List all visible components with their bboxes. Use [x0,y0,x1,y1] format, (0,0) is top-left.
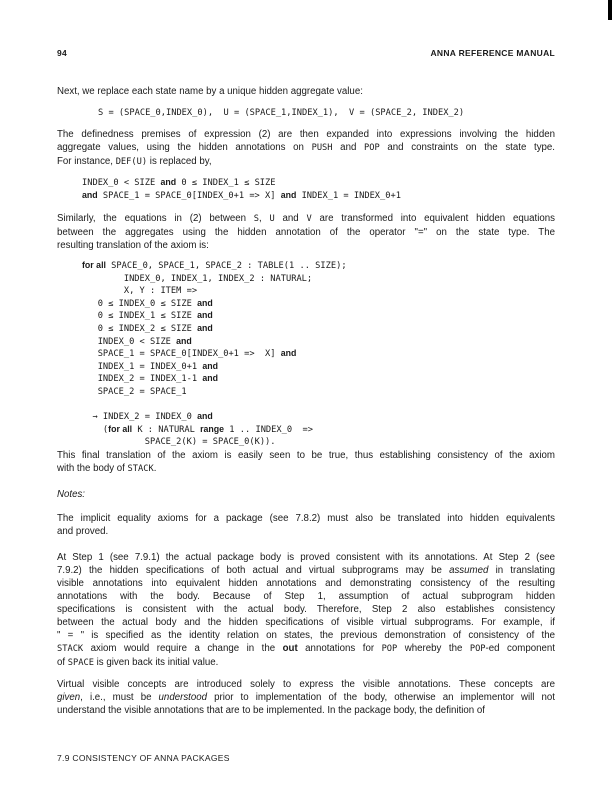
text-line [57,128,555,141]
text-run: DEF(U) [115,157,148,167]
text-run: ( [82,424,109,435]
text-run: and [202,373,218,384]
text-run: POP [364,143,380,153]
running-title: ANNA REFERENCE MANUAL [430,48,555,58]
text-run: INDEX_0, INDEX_1, INDEX_2 : NATURAL; [82,273,313,284]
text-run: and [280,348,297,359]
text-line [82,298,347,311]
text-run: are transformed into equivalent hidden equations [311,213,555,224]
text-line [57,85,555,98]
text-line [57,564,555,577]
text-line [82,260,347,273]
text-run: SPACE_0, SPACE_1, SPACE_2 : TABLE(1 .. SIZE); [105,261,347,271]
text-line [57,525,555,538]
text-line [57,629,555,642]
text-run: whereby the [397,643,470,654]
text-run: Virtual visible concepts are introduced solely to express the visible annotations. These concepts are [57,679,555,690]
text-run: and [197,322,213,333]
paragraph-similarly [57,212,555,252]
text-line [57,512,555,525]
text-run: POP [381,644,398,654]
text-line [57,449,555,462]
text-run: visible annotations into equivalent hidden annotations and demonstrating consistency of the resulting [57,578,555,589]
text-run: aggregate values, using the hidden annotations on [57,142,312,153]
text-run: SPACE_1 = SPACE_0[INDEX_0+1 => X] [82,349,281,360]
text-run: 0 ≤ INDEX_0 ≤ SIZE [82,298,198,309]
text-run: Next, we replace each state name by a unique hidden aggregate value: [57,86,363,97]
text-run: SPACE_2 = SPACE_1 [82,386,187,397]
text-run: and [274,213,307,224]
text-run: " = " is specified as the identity relation on states, the previous demonstration of consistency of the [57,630,555,641]
text-run [82,400,87,410]
text-line [57,603,555,616]
text-run: INDEX_0 < SIZE [82,178,161,188]
text-run: 0 ≤ INDEX_2 ≤ SIZE [82,323,198,334]
text-line [57,656,555,670]
text-run: and [280,189,297,200]
text-line [57,691,555,704]
text-line [82,310,347,323]
text-run: range [200,423,225,434]
text-run: understood [158,692,208,703]
text-run: 7.9.2) the hidden specifications of both actual and virtual subprograms may be [57,565,450,576]
text-run: and [202,360,218,371]
text-line [57,212,555,226]
text-run: and [197,411,213,422]
text-run: resulting translation of the axiom is: [57,240,209,251]
text-run: and [160,177,177,187]
text-line [82,323,347,336]
text-run: S = (SPACE_0,INDEX_0), U = (SPACE_1,INDEX_1), V = (SPACE_2, INDEX_2) [98,108,465,118]
scan-edge-mark [608,0,612,20]
text-line [57,590,555,603]
text-run: and [332,142,365,153]
text-run: and [197,310,213,321]
text-run: U [269,214,275,224]
text-line [57,226,555,239]
text-run: → INDEX_2 = INDEX_0 [82,412,198,423]
text-run: , [259,213,270,224]
text-run: annotations for [297,643,382,654]
text-line [82,436,347,449]
text-line [57,616,555,629]
text-run: For instance, [57,156,116,167]
text-run: INDEX_1 = INDEX_0+1 [82,361,203,372]
text-line [57,155,555,169]
page-number: 94 [57,48,68,58]
text-line [82,177,401,190]
text-run: K : NATURAL [132,424,201,435]
text-line [57,642,555,656]
text-run: axiom would require a change in the [83,643,283,654]
text-run: INDEX_0 < SIZE [82,336,177,347]
paragraph-intro [57,85,555,98]
text-run: prior to implementation of the body, otherwise an implementor will not [207,692,555,703]
text-run: and constraints on the state type. [379,142,555,153]
text-line [57,704,555,717]
text-line [57,462,555,476]
text-line [82,348,347,361]
text-line [57,239,555,252]
text-line [82,386,347,399]
text-line [82,411,347,424]
text-run: annotations with the body. Because of Step 1, assumption of actual subprogram hidden [57,591,555,602]
text-run: for all [82,260,106,270]
code-def-u [82,177,401,202]
paragraph-equality-axioms [57,512,555,538]
text-run: between the actual body and the hidden specifications of visible virtual subprograms. For example, if [57,617,555,628]
text-line [57,551,555,564]
text-run: Notes: [57,489,85,500]
code-state-assignment [98,107,464,120]
paragraph-steps [57,551,555,670]
text-run: V [306,214,312,224]
text-line [57,488,555,501]
text-run: At Step 1 (see 7.9.1) the actual package body is proved consistent with its annotations. At Step 2 (see [57,552,555,563]
text-run: 0 ≤ INDEX_1 ≤ SIZE [176,178,276,188]
text-run: 1 .. INDEX_0 => [224,424,313,435]
footer-section-title: 7.9 CONSISTENCY OF ANNA PACKAGES [57,753,230,763]
text-line [57,577,555,590]
text-run: S [253,214,260,224]
text-run: The definedness premises of expression (2) are then expanded into expressions involving the hidden [57,129,555,140]
text-line [82,285,347,298]
text-run: This final translation of the axiom is easily seen to be true, thus establishing consistency of the axiom [57,450,555,461]
text-run: STACK [127,464,154,474]
text-run: and [82,189,98,200]
text-line [82,373,347,386]
text-run: is given back its initial value. [93,657,219,668]
text-run: for all [108,423,133,434]
text-run: INDEX_2 = INDEX_1-1 [82,374,203,385]
code-axiom-translation [82,260,347,449]
text-line [82,190,401,203]
text-line [82,336,347,349]
text-run: STACK [57,644,84,654]
notes-heading [57,488,555,501]
text-line [82,361,347,374]
text-run: out [282,643,298,654]
text-run: 0 ≤ INDEX_1 ≤ SIZE [82,311,198,322]
text-run: INDEX_1 = INDEX_0+1 [296,190,401,201]
text-run: given [57,692,81,703]
text-run: PUSH [311,143,333,153]
text-run: The implicit equality axioms for a package (see 7.8.2) must also be translated into hidden equivalents [57,513,555,524]
text-run: SPACE_1 = SPACE_0[INDEX_0+1 => X] [97,190,281,201]
text-run: and [176,335,192,346]
paragraph-virtual-concepts [57,678,555,717]
text-line [82,399,347,412]
text-run: Similarly, the equations in (2) between [57,213,254,224]
text-run: between the aggregates using the hidden annotation of the operator "=" on the state type. The [57,227,555,238]
text-run: -ed component [485,643,555,654]
text-run: with the body of [57,463,128,474]
text-run: specifications is consistent with the actual body. Therefore, Step 2 also establishes consistency [57,604,555,615]
text-run: X, Y : ITEM => [82,286,198,297]
text-run: assumed [449,565,489,576]
text-line [82,273,347,286]
paragraph-definedness [57,128,555,169]
text-run: and [197,297,213,308]
text-run: , i.e., must be [80,692,159,703]
text-run: . [153,463,157,474]
text-line [57,141,555,155]
text-run: SPACE [67,658,94,668]
text-run: POP [469,644,486,654]
paragraph-final-translation [57,449,555,476]
text-line [98,107,464,120]
text-run: SPACE_2(K) = SPACE_0(K)). [82,437,276,448]
text-run: and proved. [57,526,109,537]
text-line [57,678,555,691]
text-run: is replaced by, [147,156,212,167]
text-run: of [57,657,68,668]
text-run: in translating [488,565,555,576]
text-run: understand the visible annotations that are to be implemented. In the package body, the definition of [57,705,485,716]
text-line [82,424,347,437]
